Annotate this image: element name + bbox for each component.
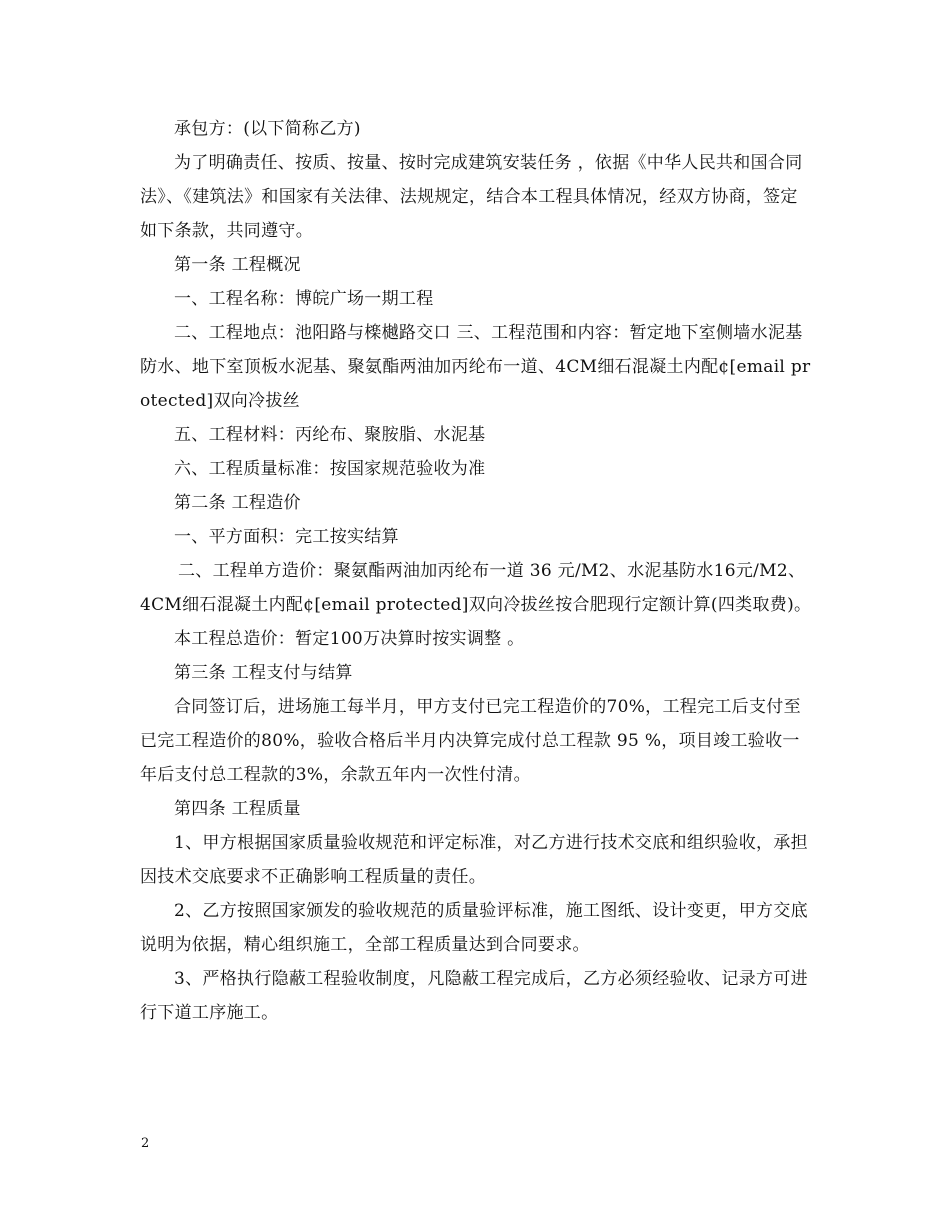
article-1-heading: 第一条 工程概况 — [174, 255, 301, 275]
paragraph-project-name: 一、工程名称：博皖广场一期工程 — [174, 289, 434, 309]
paragraph-contractor: 承包方：(以下简称乙方) — [174, 119, 361, 139]
paragraph-quality-2: 2、乙方按照国家颁发的验收规范的质量验评标准，施工图纸、设计变更，甲方交底说明为依据，精心组织施工，全部工程质量达到合同要求。 — [140, 901, 808, 955]
paragraph-total-price: 本工程总造价：暂定100万决算时按实调整 。 — [174, 629, 525, 649]
paragraph-materials: 五、工程材料：丙纶布、聚胺脂、水泥基 — [174, 425, 486, 445]
paragraph-quality-1: 1、甲方根据国家质量验收规范和评定标准，对乙方进行技术交底和组织验收，承担因技术交底要求不正确影响工程质量的责任。 — [140, 833, 808, 887]
paragraph-preamble: 为了明确责任、按质、按量、按时完成建筑安装任务 ，依据《中华人民共和国合同法》、《建筑法》和国家有关法律、法规规定，结合本工程具体情况，经双方协商，签定如下条款，共同遵守。 — [140, 153, 803, 241]
paragraph-unit-price: 二、工程单方造价：聚氨酯两油加丙纶布一道 36 元/M2、水泥基防水16元/M2、4CM细石混凝土内配¢[email protected]双向冷拔丝按合肥现行定额计算(四类取费)。 — [140, 561, 812, 615]
paragraph-quality-3: 3、严格执行隐蔽工程验收制度，凡隐蔽工程完成后，乙方必须经验收、记录方可进行下道工序施工。 — [140, 969, 808, 1023]
page-number: 2 — [141, 1136, 150, 1151]
paragraph-payment: 合同签订后，进场施工每半月，甲方支付已完工程造价的70%，工程完工后支付至已完工程造价的80%，验收合格后半月内决算完成付总工程款 95 %，项目竣工验收一年后支付总工程款的3%，余款五年内一次性付清。 — [140, 697, 801, 785]
article-3-heading: 第三条 工程支付与结算 — [174, 663, 353, 683]
paragraph-project-location-scope: 二、工程地点：池阳路与檪樾路交口 三、工程范围和内容：暂定地下室侧墙水泥基防水、地下室顶板水泥基、聚氨酯两油加丙纶布一道、4CM细石混凝土内配¢[email protected]双向冷拔丝 — [140, 323, 811, 411]
paragraph-quality-standard: 六、工程质量标准：按国家规范验收为准 — [174, 459, 486, 479]
article-4-heading: 第四条 工程质量 — [174, 799, 301, 819]
document-body — [140, 112, 812, 1030]
article-2-heading: 第二条 工程造价 — [174, 493, 301, 513]
paragraph-area: 一、平方面积：完工按实结算 — [174, 527, 399, 547]
